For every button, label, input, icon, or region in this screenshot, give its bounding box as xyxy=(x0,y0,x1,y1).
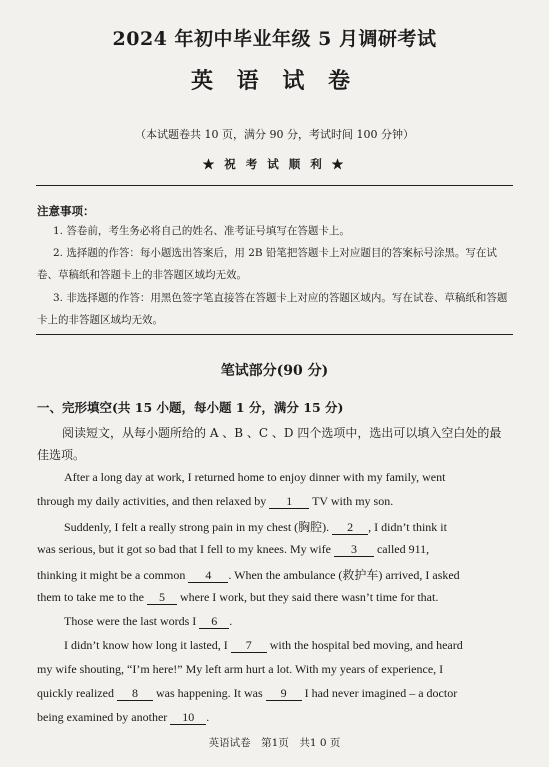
notice-item-2: 2. 选择题的作答：每小题选出答案后，用 2B 铅笔把答题卡上对应题目的答案标号涂黑。写在试卷、草稿纸和答题卡上的非答题区域均无效。 xyxy=(37,247,497,281)
passage-line: Those were the last words I 6 . xyxy=(64,614,233,628)
exam-title: 2024 年初中毕业年级 5 月调研考试 xyxy=(112,28,437,50)
passage-line: thinking it might be a common 4 . When the ambulance (救护车) arrived, I asked xyxy=(37,568,460,582)
blank-9: 9 xyxy=(266,686,302,701)
passage-line: I didn’t know how long it lasted, I 7 with the hospital bed moving, and heard xyxy=(64,638,463,652)
page-footer: 英语试卷 第1页 共1 0 页 xyxy=(208,737,341,749)
blank-7: 7 xyxy=(231,638,267,653)
part-title: 一、完形填空(共 15 小题，每小题 1 分，满分 15 分) xyxy=(37,400,344,415)
divider-top xyxy=(36,185,513,186)
blank-8: 8 xyxy=(117,686,153,701)
passage-line: them to take me to the 5 where I work, but they said there wasn’t time for that. xyxy=(37,590,439,604)
blank-3: 3 xyxy=(334,542,374,557)
passage-line: my wife shouting, “I’m here!” My left arm hurt a lot. With my years of experience, I xyxy=(37,662,444,676)
passage-line: Suddenly, I felt a really strong pain in my chest (胸腔). 2 , I didn’t think it xyxy=(64,520,447,534)
passage-line: through my daily activities, and then relaxed by 1 TV with my son. xyxy=(37,494,394,508)
passage-line: was serious, but it got so bad that I fell to my knees. My wife 3 called 911, xyxy=(37,542,430,556)
section-title: 笔试部分(90 分) xyxy=(220,363,329,379)
notice-item-1: 1. 答卷前，考生务必将自己的姓名、准考证号填写在答题卡上。 xyxy=(53,225,350,237)
blank-4: 4 xyxy=(188,568,228,583)
passage-line: quickly realized 8 was happening. It was 9 I had never imagined – a doctor xyxy=(37,686,458,700)
blank-5: 5 xyxy=(147,590,177,605)
divider-bottom xyxy=(36,334,513,335)
passage-line: After a long day at work, I returned home to enjoy dinner with my family, went xyxy=(64,470,446,484)
blank-1: 1 xyxy=(269,494,309,509)
notice-title: 注意事项： xyxy=(37,204,95,218)
passage-line: being examined by another 10 . xyxy=(37,710,210,724)
blank-6: 6 xyxy=(199,614,229,629)
notice-item-3: 3. 非选择题的作答：用黑色签字笔直接答在答题卡上对应的答题区域内。写在试卷、草稿纸和答题卡上的非答题区域均无效。 xyxy=(37,292,508,326)
blank-10: 10 xyxy=(170,710,206,725)
part-instructions: 阅读短文，从每小题所给的 A 、B 、C 、D 四个选项中，选出可以填入空白处的最佳选项。 xyxy=(37,426,502,462)
exam-subtitle: 英 语 试 卷 xyxy=(191,68,358,94)
good-luck-banner: ★ 祝 考 试 顺 利 ★ xyxy=(202,157,347,171)
blank-2: 2 xyxy=(332,520,368,535)
exam-info: （本试题卷共 10 页，满分 90 分，考试时间 100 分钟） xyxy=(135,128,414,141)
